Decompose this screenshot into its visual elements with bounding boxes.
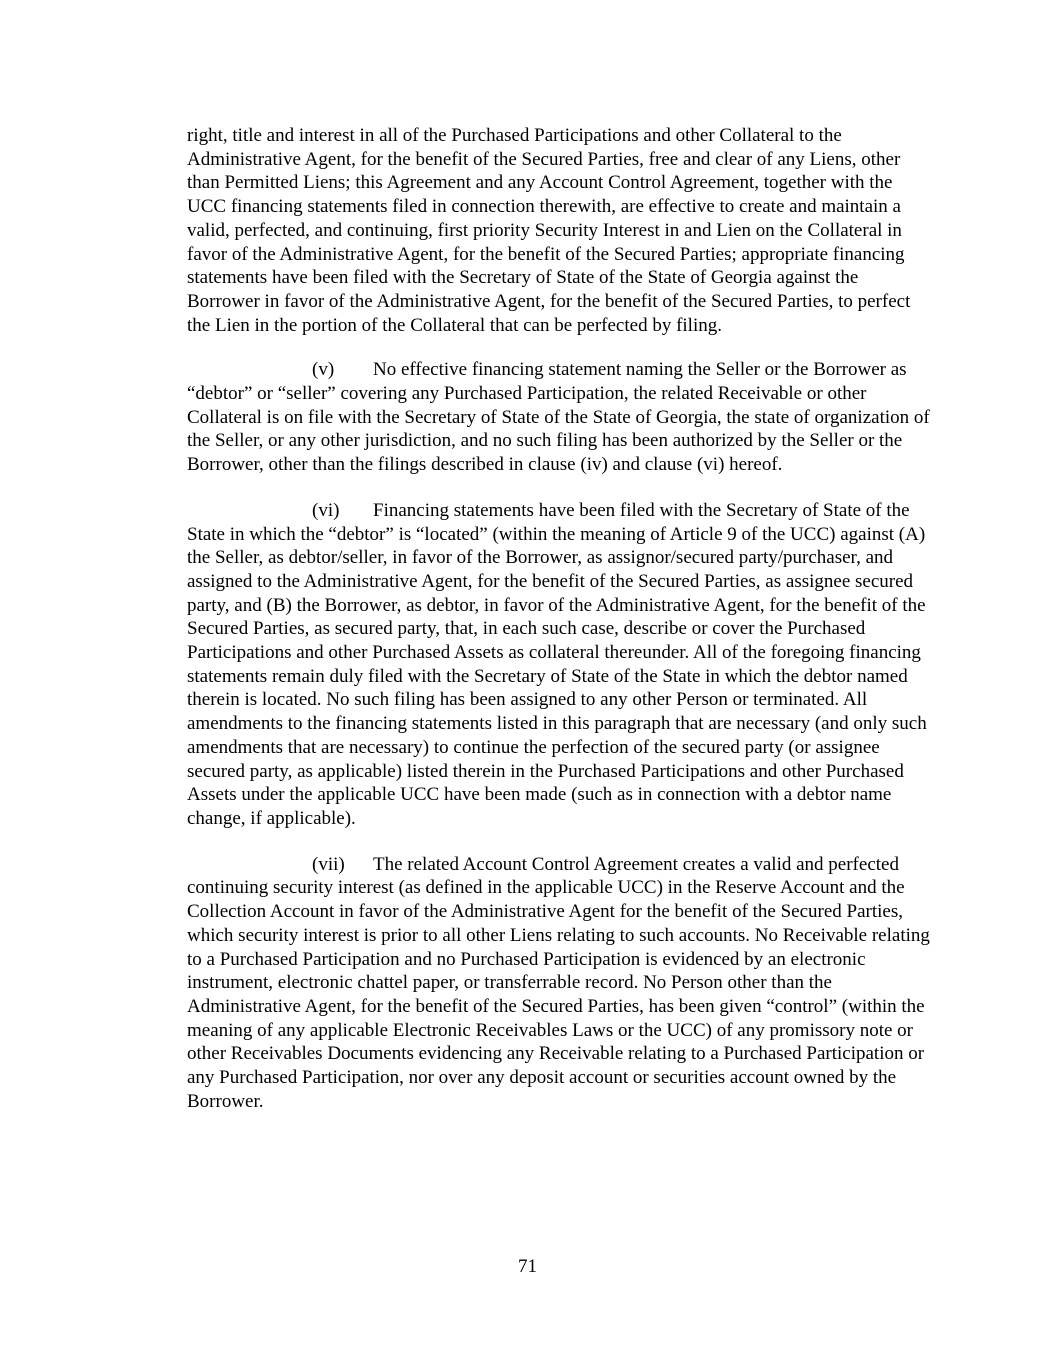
paragraph-text: right, title and interest in all of the Purchased Participations and other Collateral to the Administrative Agent, for the benefit of the Secured Parties, free and clear of any Liens, other than Permitted Liens; this Agreement and any Account Control Agreement, together with the UCC financing statements filed in connection therewith, are effective to create and maintain a valid, perfected, and continuing, first priority Security Interest in and Lien on the Collateral in favor of the Administrative Agent, for the benefit of the Secured Parties; appropriate financing statements have been filed with the Secretary of State of the State of Georgia against the Borrower in favor of the Administrative Agent, for the benefit of the Secured Parties, to perfect the Lien in the portion of the Collateral that can be perfected by filing. <box>187 125 911 336</box>
paragraph-text: Financing statements have been filed with the Secretary of State of the State in which the “debtor” is “located” (within the meaning of Article 9 of the UCC) against (A) the Seller, as debtor/seller, in favor of the Borrower, as assignor/secured party/purchaser, and assigned to the Administrative Agent, for the benefit of the Secured Parties, as assignee secured party, and (B) the Borrower, as debtor, in favor of the Administrative Agent, for the benefit of the Secured Parties, as secured party, that, in each such case, describe or cover the Purchased Participations and other Purchased Assets as collateral thereunder. All of the foregoing financing statements remain duly filed with the Secretary of State of the State in which the debtor named therein is located. No such filing has been assigned to any other Person or terminated. All amendments to the financing statements listed in this paragraph that are necessary (and only such amendments that are necessary) to continue the perfection of the secured party (or assignee secured party, as applicable) listed therein in the Purchased Participations and other Purchased Assets under the applicable UCC have been made (such as in connection with a debtor name change, if applicable). <box>187 499 927 829</box>
paragraph-continuation <box>187 124 932 337</box>
page-number: 71 <box>518 1256 537 1277</box>
clause-number: (vii) <box>312 853 345 875</box>
paragraph-clause-vi <box>187 499 932 831</box>
paragraph-text: No effective financing statement naming the Seller or the Borrower as “debtor” or “seller” covering any Purchased Participation, the related Receivable or other Collateral is on file with the Secretary of State of the State of Georgia, the state of organization of the Seller, or any other jurisdiction, and no such filing has been authorized by the Seller or the Borrower, other than the filings described in clause (iv) and clause (vi) hereof. <box>187 359 930 476</box>
document-body <box>187 124 932 1135</box>
paragraph-clause-v <box>187 358 932 477</box>
paragraph-text: The related Account Control Agreement creates a valid and perfected continuing security interest (as defined in the applicable UCC) in the Reserve Account and the Collection Account in favor of the Administrative Agent for the benefit of the Secured Parties, which security interest is prior to all other Liens relating to such accounts. No Receivable relating to a Purchased Participation and no Purchased Participation is evidenced by an electronic instrument, electronic chattel paper, or transferrable record. No Person other than the Administrative Agent, for the benefit of the Secured Parties, has been given “control” (within the meaning of any applicable Electronic Receivables Laws or the UCC) of any promissory note or other Receivables Documents evidencing any Receivable relating to a Purchased Participation or any Purchased Participation, nor over any deposit account or securities account owned by the Borrower. <box>187 853 930 1112</box>
clause-number: (v) <box>312 359 335 381</box>
paragraph-clause-vii <box>187 853 932 1114</box>
clause-number: (vi) <box>312 499 340 521</box>
